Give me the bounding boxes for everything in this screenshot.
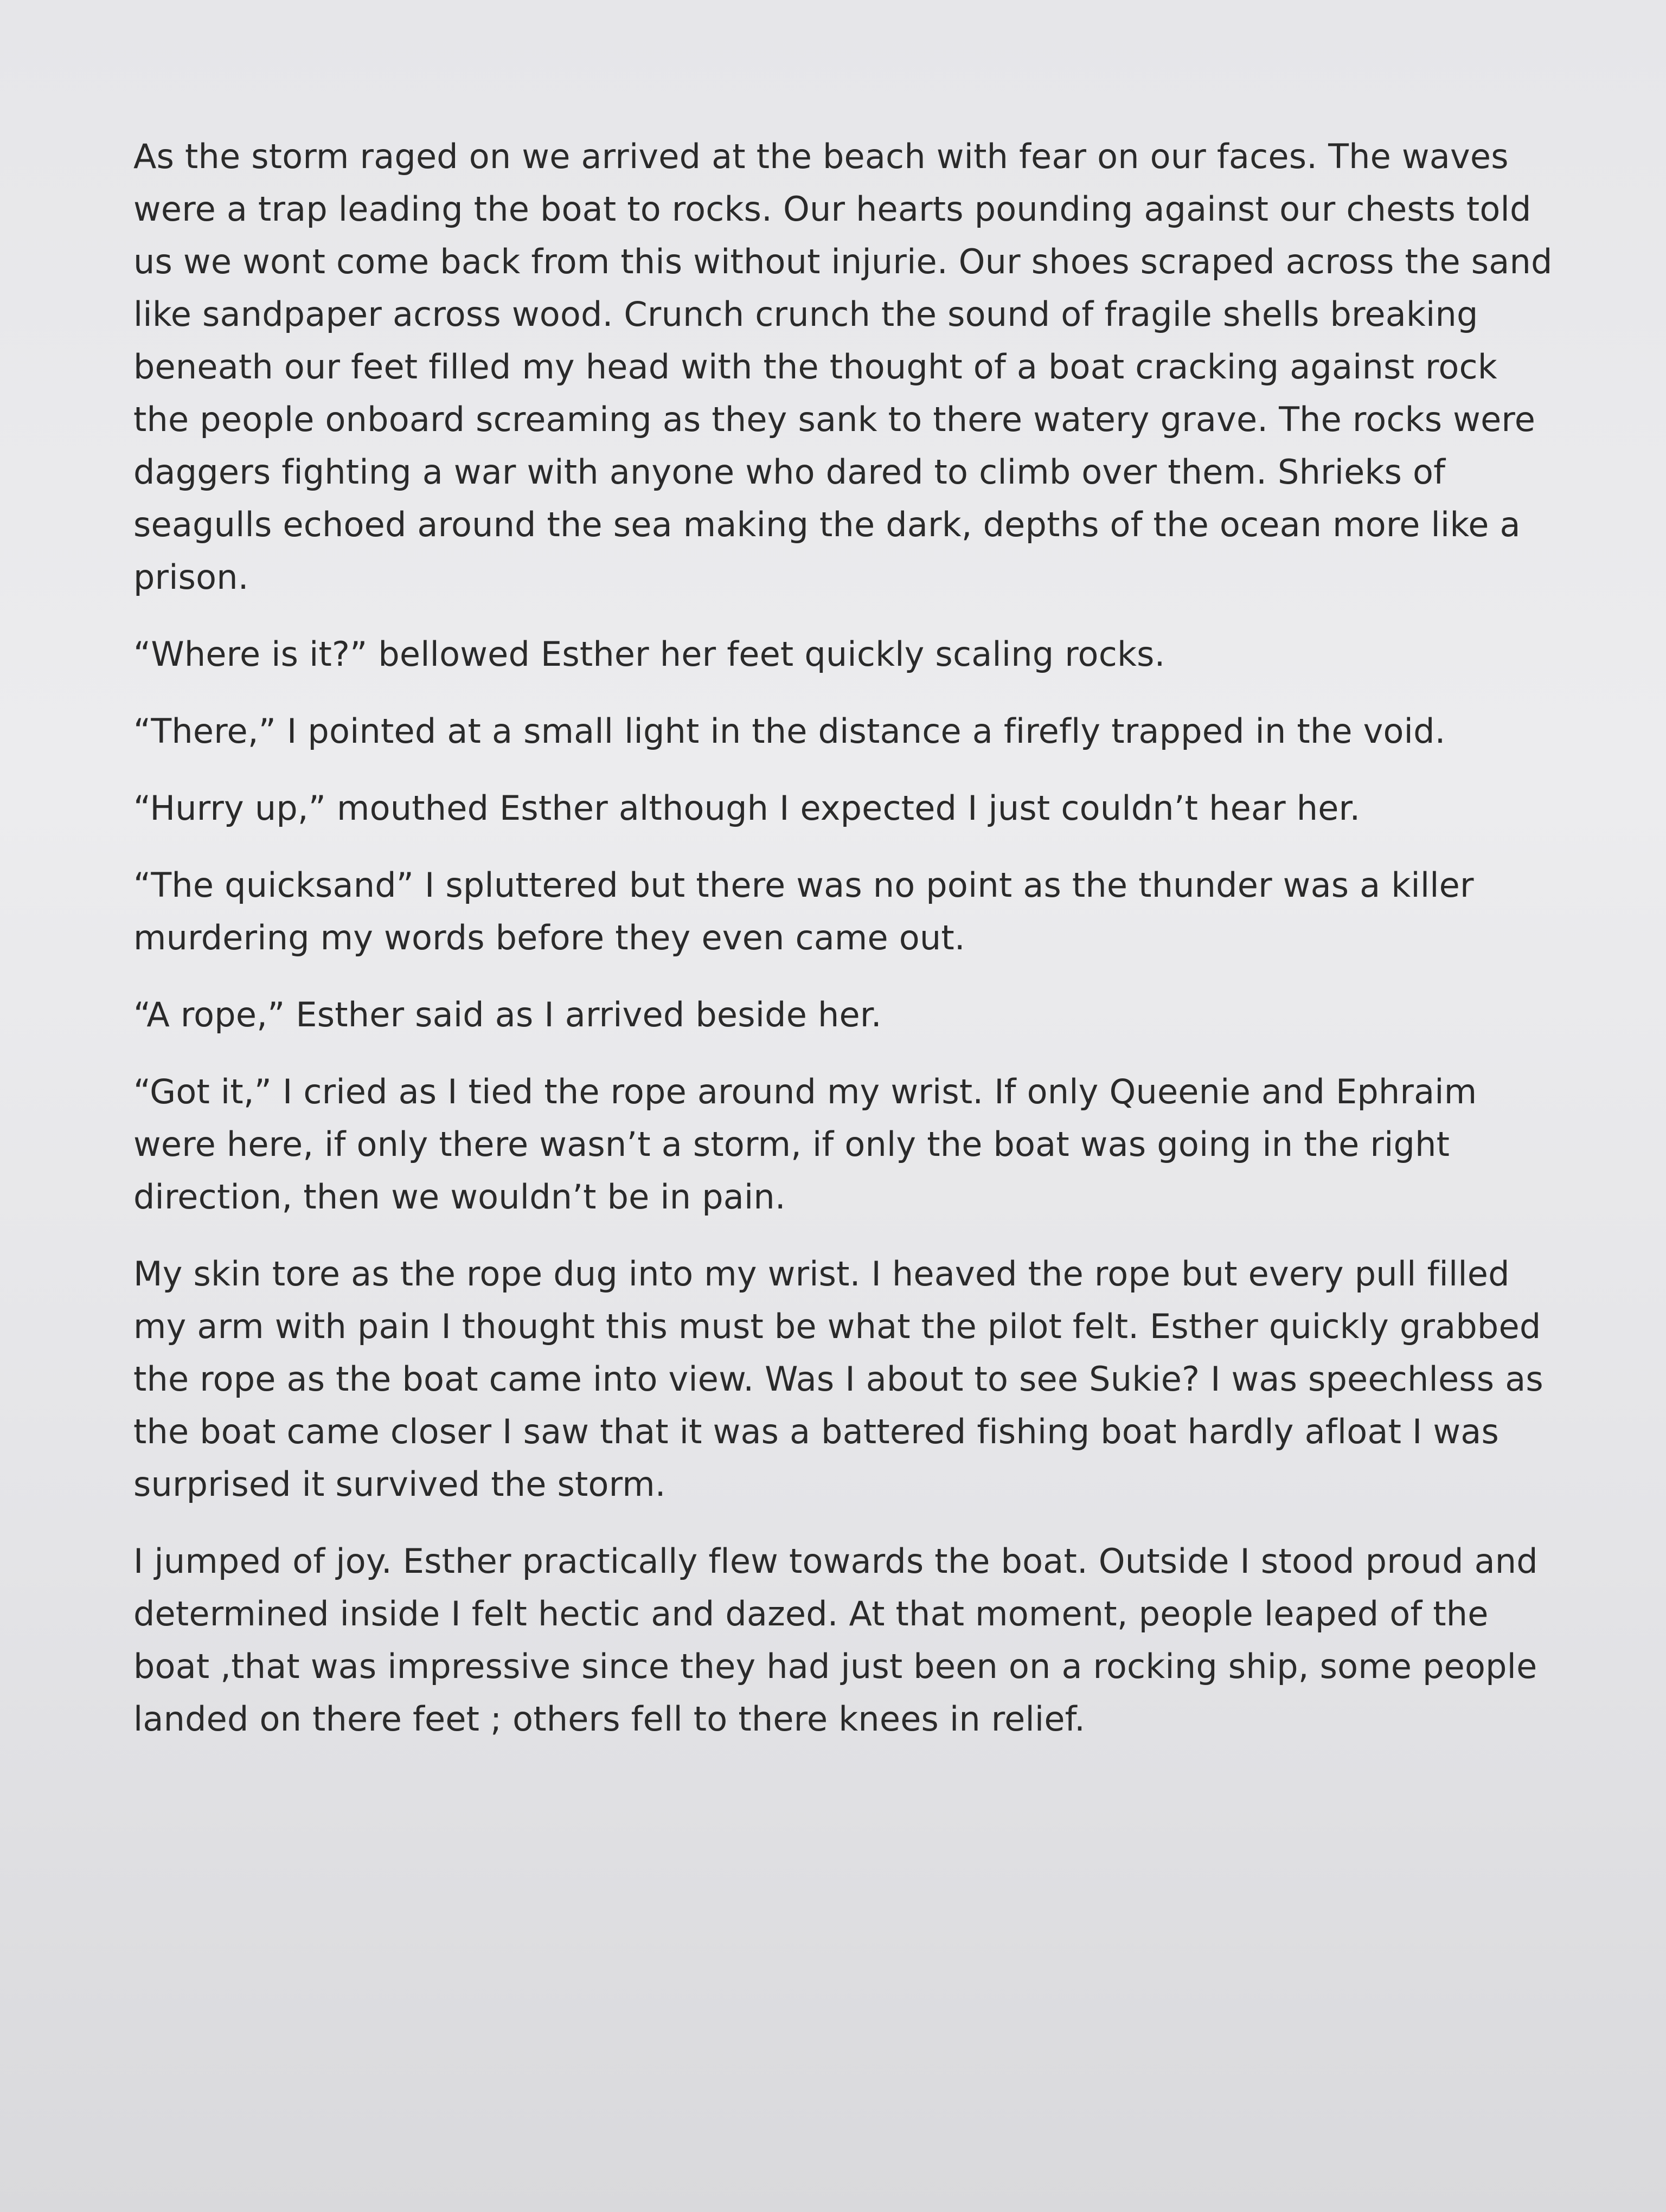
paragraph-4: “Hurry up,” mouthed Esther although I expected I just couldn’t hear her. xyxy=(133,788,1361,828)
paragraph-8: My skin tore as the rope dug into my wrist. I heaved the rope but every pull filled my arm with pain I thought this must be what the pilot felt. Esther quickly grabbed the rope as the boat came into view. Was I about to see Sukie? I was speechless as the boat came closer I saw that it was a battered fishing boat hardly afloat I was surprised it survived the storm. xyxy=(133,1254,1543,1504)
paragraph-6: “A rope,” Esther said as I arrived beside her. xyxy=(133,995,882,1034)
paragraph-1: As the storm raged on we arrived at the beach with fear on our faces. The waves were a trap leading the boat to rocks. Our hearts pounding against our chests told us we wont come back from this without injurie. Our shoes scraped across the sand like sandpaper across wood. Crunch crunch the sound of fragile shells breaking beneath our feet filled my head with the thought of a boat cracking against rock the people onboard screaming as they sank to there watery grave. The rocks were daggers fighting a war with anyone who dared to climb over them. Shrieks of seagulls echoed around the sea making the dark, depths of the ocean more like a prison. xyxy=(133,137,1553,597)
paragraph-3: “There,” I pointed at a small light in the distance a firefly trapped in the void. xyxy=(133,711,1446,751)
paragraph-5: “The quicksand” I spluttered but there was no point as the thunder was a killer murdering my words before they even came out. xyxy=(133,865,1474,957)
paragraph-9: I jumped of joy. Esther practically flew towards the boat. Outside I stood proud and determined inside I felt hectic and dazed. At that moment, people leaped of the boat ,that was impressive since they had just been on a rocking ship, some people landed on there feet ; others fell to there knees in relief. xyxy=(133,1541,1538,1739)
paragraph-2: “Where is it?” bellowed Esther her feet quickly scaling rocks. xyxy=(133,634,1165,674)
paragraph-7: “Got it,” I cried as I tied the rope around my wrist. If only Queenie and Ephraim were here, if only there wasn’t a storm, if only the boat was going in the right direction, then we wouldn’t be in pain. xyxy=(133,1072,1477,1217)
